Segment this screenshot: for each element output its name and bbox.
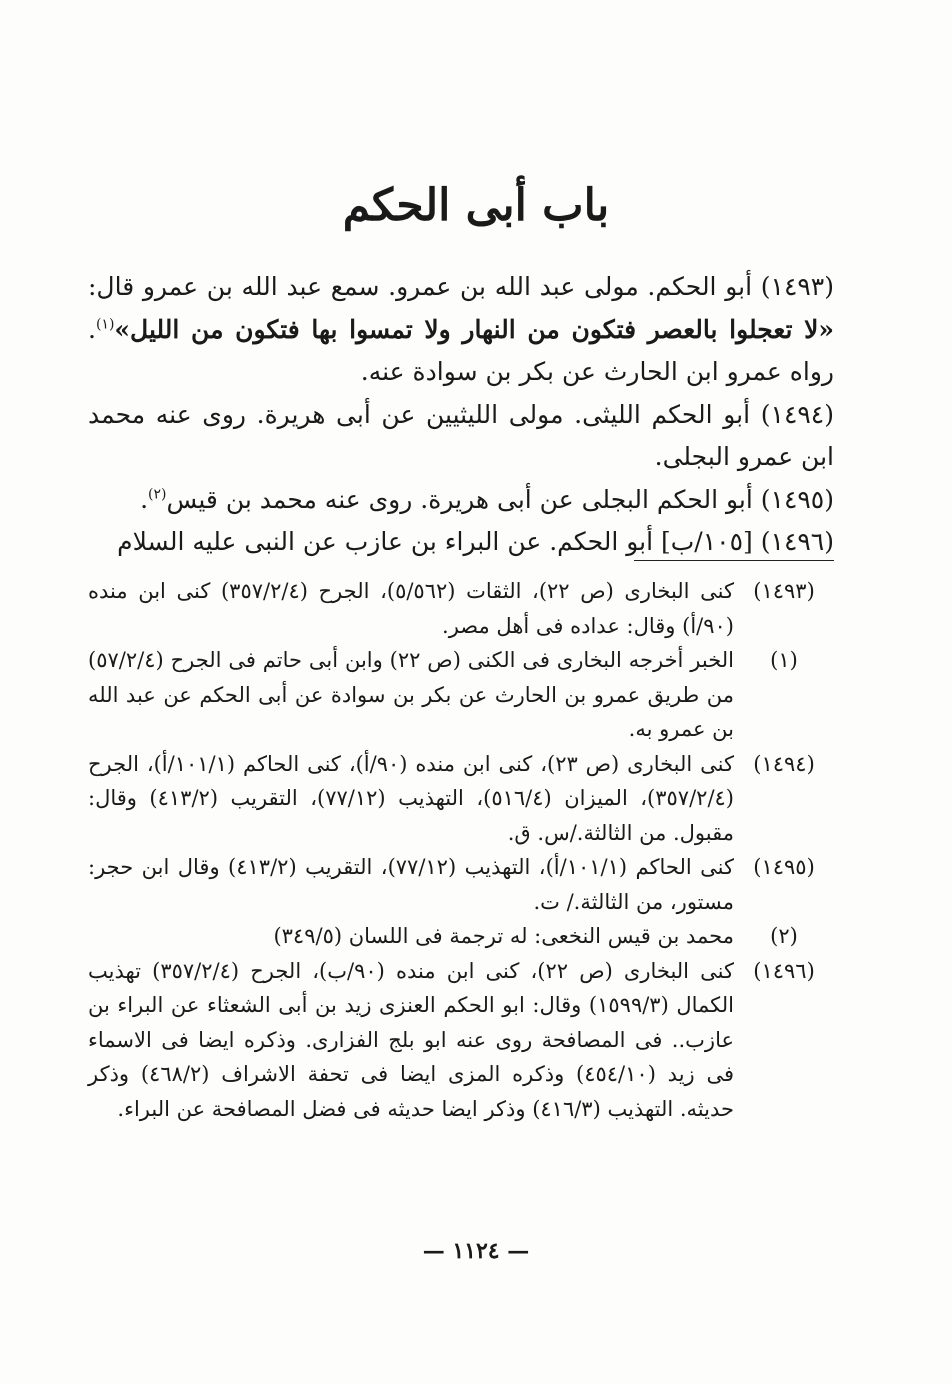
entry-text: أبو الحكم الليثى. مولى الليثيين عن أبى هريرة. روى عنه محمد ابن عمرو البجلى. [88, 399, 834, 471]
entry-number: (١٤٩٤) [760, 399, 834, 429]
hadith-quote: «لا تعجلوا بالعصر فتكون من النهار ولا تمسوا بها فتكون من الليل» [114, 314, 834, 344]
entry-number: (١٤٩٣) [760, 272, 834, 301]
footnote-1494 [88, 747, 834, 851]
footnote-label: (١٤٩٣) [753, 579, 815, 603]
footnote-ref: (٢) [148, 486, 167, 503]
footnote-divider [634, 560, 834, 561]
entry-text: أبو الحكم. مولى عبد الله بن عمرو. سمع عبد الله بن عمرو قال: [88, 272, 753, 301]
footnote-1496 [88, 954, 834, 1127]
footnote-text: كنى البخارى (ص ٢٢)، كنى ابن منده (٩٠/ب)، الجرح (٣٥٧/٢/٤) تهذيب الكمال (١٥٩٩/٣) وقال: ابو الحكم العنزى زيد بن أبى الشعثاء عن البراء بن عازب.. فى المصافحة روى عنه ابو بلج الفزارى. وذكره ايضا فى الاسماء فى زيد (٤٥٤/١٠) وذكره المزى ايضا فى تحفة الاشراف (٤٦٨/٢) وذكر حديثه. التهذيب (٤١٦/٣) وذكر ايضا حديثه فى فضل المصافحة عن البراء. [88, 958, 734, 1121]
entry-number: (١٤٩٦) [760, 527, 834, 556]
footnote-label: (١٤٩٥) [753, 855, 815, 879]
footnote-label: (١٤٩٦) [753, 958, 815, 983]
footnotes [88, 574, 834, 1126]
entry-1494 [88, 394, 834, 479]
footnote-1495 [88, 850, 834, 919]
footnote-ref: (١) [95, 316, 115, 333]
footnote-1 [88, 643, 834, 747]
entry-number: (١٤٩٥) [760, 484, 834, 514]
entry-text-end: . [140, 484, 149, 514]
main-text [88, 266, 834, 564]
footnote-label: (١) [770, 648, 798, 672]
footnote-text: محمد بن قيس النخعى: له ترجمة فى اللسان (٣٤٩/٥) [273, 924, 734, 948]
footnote-text: كنى البخارى (ص ٢٣)، كنى ابن منده (٩٠/أ)، كنى الحاكم (١٠١/١/أ)، الجرح (٣٥٧/٢/٤)، الميزان (٥١٦/٤)، التهذيب (٧٧/١٢)، التقريب (٤١٣/٢) وقال: مقبول. من الثالثة./س. ق. [88, 751, 734, 845]
chapter-heading: باب أبى الحكم [342, 180, 610, 231]
entry-text: أبو الحكم البجلى عن أبى هريرة. روى عنه محمد بن قيس [166, 484, 753, 514]
footnote-text: كنى الحاكم (١٠١/١/أ)، التهذيب (٧٧/١٢)، التقريب (٤١٣/٢) وقال ابن حجر: مستور، من الثالثة./ ت. [88, 855, 734, 914]
entry-1495 [88, 479, 834, 522]
footnote-label: (٢) [770, 924, 798, 948]
footnote-1493 [88, 574, 834, 643]
entry-1493 [88, 266, 834, 394]
footnote-text: الخبر أخرجه البخارى فى الكنى (ص ٢٢) وابن أبى حاتم فى الجرح (٥٧/٢/٤) من طريق عمرو بن الحارث عن بكر بن سوادة عن أبى الحكم عن عبد الله بن عمرو به. [88, 648, 734, 741]
footnote-text: كنى البخارى (ص ٢٢)، الثقات (٥/٥٦٢)، الجرح (٣٥٧/٢/٤) كنى ابن منده (٩٠/أ) وقال: عداده فى أهل مصر. [88, 579, 734, 638]
entry-text-cont: . رواه عمرو ابن الحارث عن بكر بن سوادة عنه. [88, 314, 834, 386]
footnote-2 [88, 919, 834, 954]
footnote-label: (١٤٩٤) [753, 751, 815, 776]
entry-1496 [88, 521, 834, 564]
page-number: — ١١٢٤ — [422, 1238, 530, 1264]
entry-text: [١٠٥/ب] أبو الحكم. عن البراء بن عازب عن النبى عليه السلام [117, 527, 753, 556]
